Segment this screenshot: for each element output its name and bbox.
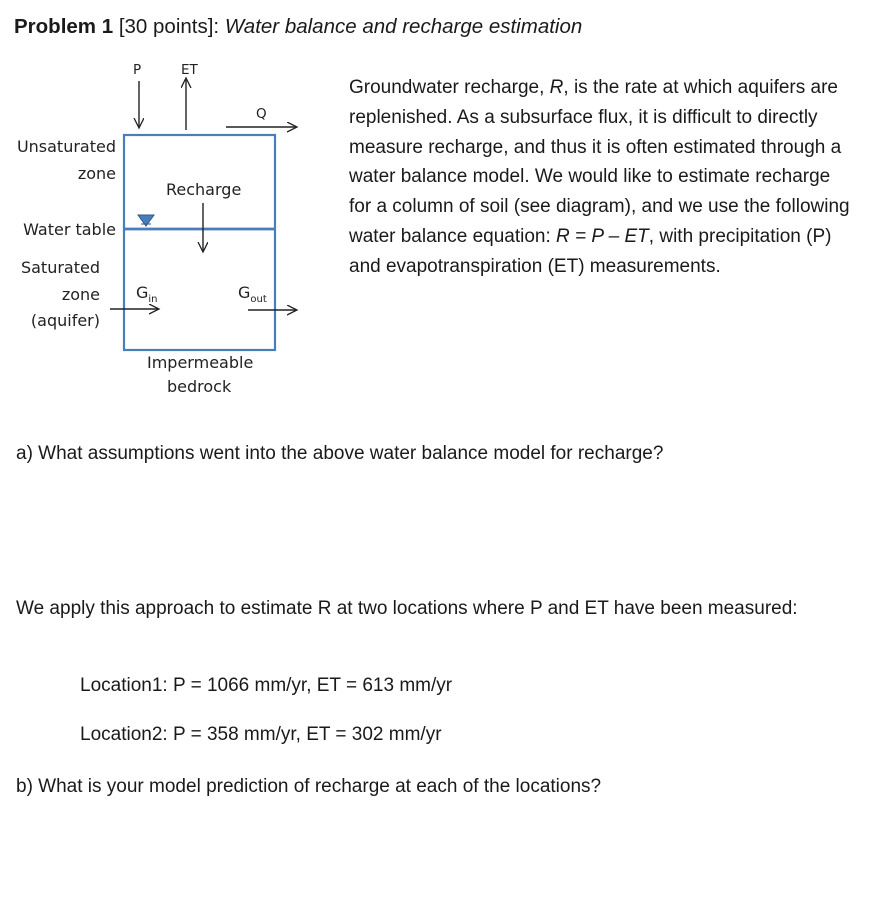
label-saturated: Saturated xyxy=(20,258,100,277)
question-b: b) What is your model prediction of recharge at each of the locations? xyxy=(16,776,602,797)
soil-column-box xyxy=(124,135,275,350)
label-g-out: $G_{out}$ xyxy=(238,283,267,306)
label-impermeable: Impermeable xyxy=(147,353,254,372)
question-a: a) What assumptions went into the above water balance model for recharge? xyxy=(16,443,664,464)
balance-equation: R = P – ET xyxy=(556,225,649,247)
label-recharge: Recharge xyxy=(166,180,242,199)
recharge-symbol: R xyxy=(549,77,564,98)
problem-number: Problem 1 xyxy=(14,15,114,38)
location-2: Location2: P = 358 mm/yr, ET = 302 mm/yr xyxy=(80,724,442,745)
label-bedrock: bedrock xyxy=(167,377,232,396)
label-unsaturated-zone: zone xyxy=(77,164,116,183)
location-1: Location1: P = 1066 mm/yr, ET = 613 mm/yr xyxy=(80,675,453,696)
label-et: ET xyxy=(181,62,198,78)
apply-text: We apply this approach to estimate R at two locations where P and ET have been measured: xyxy=(16,598,798,619)
label-p: P xyxy=(133,62,142,78)
intro-paragraph: Groundwater recharge, R, is the rate at which aquifers are replenished. As a subsurface flux, it is difficult to directly measure recharge, and thus it is often estimated through a water balance model. We would like to estimate recharge for a column of soil (see diagram), and we use the following water balance equation: R = P – ET, with precipitation (P) and evapotranspiration (ET) measurements. xyxy=(349,77,850,277)
label-q: Q xyxy=(256,106,267,122)
label-unsaturated: Unsaturated xyxy=(16,137,116,156)
problem-points: [30 points]: xyxy=(118,15,220,38)
water-balance-diagram xyxy=(0,55,310,415)
problem-topic: Water balance and recharge estimation xyxy=(224,15,583,38)
label-aquifer: (aquifer) xyxy=(30,311,100,330)
label-g-in: $G_{in}$ xyxy=(136,283,158,306)
label-saturated-zone: zone xyxy=(61,285,100,304)
label-water-table: Water table xyxy=(23,220,116,239)
problem-title xyxy=(14,15,582,39)
